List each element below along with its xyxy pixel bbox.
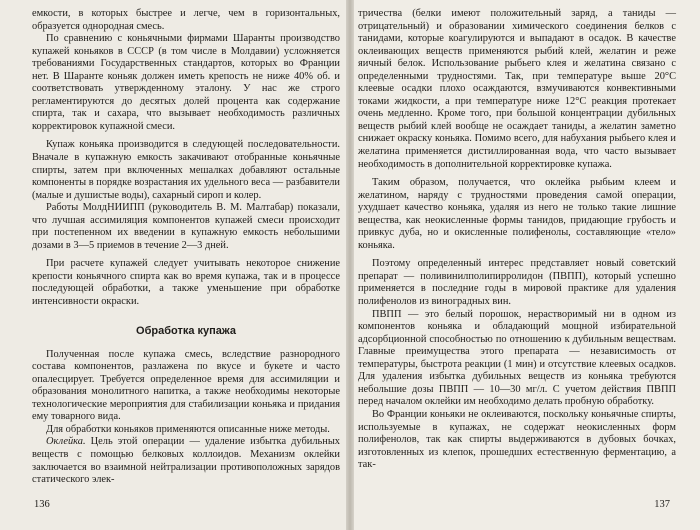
right-paragraph-5: Во Франции коньяки не оклеиваются, поскольку коньячные спирты, используемые в купажах, не содержат неокисленных форм полифенолов, так как спирты выдерживаются в дубовых бочках, изготовленных из клепок, прошедших естественную ферментацию, а так- <box>358 408 676 471</box>
right-paragraph-1: тричества (белки имеют положительный заряд, а таниды — отрицательный) и образовании химического соединения белков с танидами, которые коагулируются и выпадают в осадок. В качестве оклеивающих веществ применяются рыбий клей, желатин и реже яичный белок. Использование рыбьего клея и желатина связано с определенными трудностями. Так, при температуре выше 20°С клеевые осадки плохо осаждаются, взмучиваются конвективными токами жидкости, а при температуре ниже 12°С реакция протекает очень медленно. Кроме того, при большой концентрации дубильных веществ рыбий клей вообще не осаждает таниды, а желатин заметно снижает окраску коньяка. Помимо всего, для набухания рыбьего клея и желатина применяется дистиллированная вода, что часто вызывает необходимость в дополнительной корректировке купажа. <box>358 8 676 170</box>
right-paragraph-3: Поэтому определенный интерес представляет новый советский препарат — поливинилполипирролидон (ПВПП), который успешно применяется в последние годы в мировой практике для удаления полифенолов из виноградных вин. <box>358 258 676 308</box>
left-paragraph-8-text: Цель этой операции — удаление избытка дубильных веществ с помощью белковых коллоидов. Механизм оклейки заключается во взаимной нейтрализации противоположных зарядов статического элек- <box>32 436 340 486</box>
page-number-right: 137 <box>654 499 670 510</box>
right-page <box>350 0 700 530</box>
page-number-left: 136 <box>34 499 50 510</box>
right-paragraph-4: ПВПП — это белый порошок, нерастворимый ни в одном из компонентов коньяка и обладающий мощной избирательной адсорбционной способностью по отношению к дубильным веществам. Главные преимущества этого препарата — независимость от температуры, быстрота реакции (1 мин) и отсутствие клеевых осадков. Для удаления избытка дубильных веществ из коньяка требуются небольшие дозы ПВПП — 10—30 мг/л. С учетом действия ПВПП перед началом оклейки им необходимо делать пробную обработку. <box>358 308 676 408</box>
right-paragraph-2: Таким образом, получается, что оклейка рыбьим клеем и желатином, наряду с трудностями проведения самой операции, ухудшает качество коньяка, удаляя из него не только такие лишние вещества, как неокисленные формы танидов, придающие грубость и привкус дуба, но и окисленные полифенолы, составляющие «тело» коньяка. <box>358 177 676 251</box>
left-paragraph-1: емкости, в которых быстрее и легче, чем в горизонтальных, образуется однородная смесь. <box>32 8 340 32</box>
left-paragraph-8 <box>32 436 340 486</box>
left-paragraph-5: При расчете купажей следует учитывать некоторое снижение крепости коньячного спирта как во время купажа, так и в процессе последующей обработки, а также уменьшение при обработке интенсивности окраски. <box>32 258 340 308</box>
book-gutter <box>346 0 354 530</box>
left-paragraph-7: Для обработки коньяков применяются описанные ниже методы. <box>46 423 330 435</box>
left-paragraph-6: Полученная после купажа смесь, вследствие разнородного состава компонентов, разлажена по вкусе и букете и часто опалесцирует. Требуется определенное время для ассимиляции и образования монолитного напитка, а также необходимы некоторые технологические мероприятия для стабилизации коньяка и придания ему товарного вида. <box>32 348 340 423</box>
term-oklejka: Оклейка. <box>46 436 86 448</box>
left-paragraph-4: Работы МолдНИИПП (руководитель В. М. Малтабар) показали, что лучшая ассимиляция компонентов купажей смеси происходит при постепенном их введении в купажную емкость небольшими дозами в 3—5 приемов в течение 2—3 дней. <box>32 202 340 251</box>
section-heading: Обработка купажа <box>136 324 236 337</box>
left-paragraph-2: По сравнению с коньячными фирмами Шаранты производство купажей коньяков в СССР (в том числе в Молдавии) усложняется требованиями Государственных стандартов, которых во Франции нет. В Шаранте коньяк должен иметь крепость не ниже 40% об. и соответствовать утвержденному эталону. У нас же строго регламентируются до десятых долей процента как содержание спирта, так и сахара, что вызывает необходимость различных корректировок купажной смеси. <box>32 33 340 132</box>
left-paragraph-3: Купаж коньяка производится в следующей последовательности. Вначале в купажную емкость закачивают отобранные коньячные спирты, затем при включенных мешалках добавляют остальные компоненты в порядке возрастания их удельного веса — разбавители (малые и душистые воды), сахарный сироп и колер. <box>32 139 340 201</box>
